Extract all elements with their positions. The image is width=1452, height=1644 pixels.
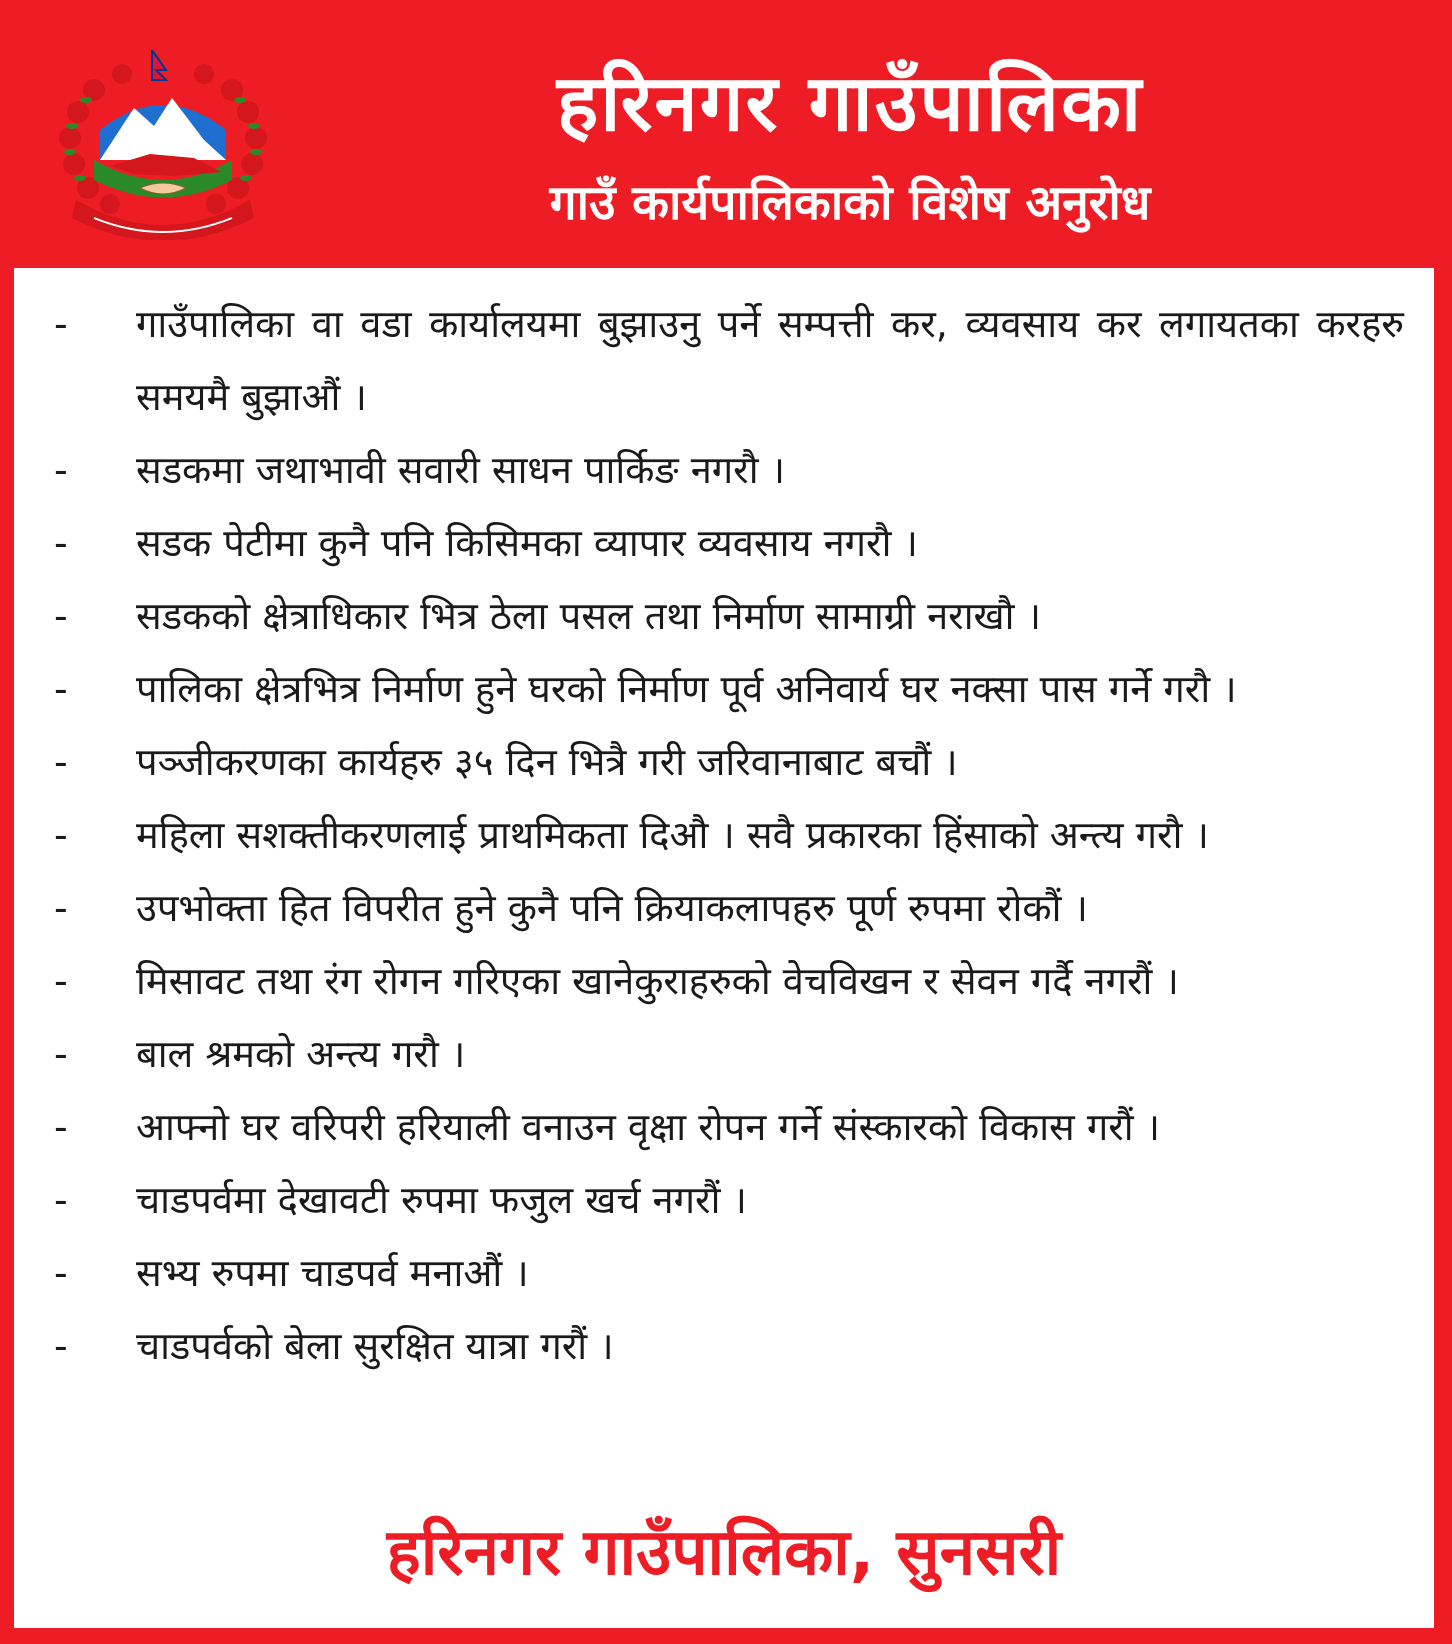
list-item (54, 872, 1404, 945)
list-item (54, 799, 1404, 872)
header-banner (0, 0, 1452, 262)
list-item (54, 1091, 1404, 1164)
page-subtitle: गाउँ कार्यपालिकाको विशेष अनुरोध (549, 175, 1151, 231)
list-item (54, 1018, 1404, 1091)
bullet-dash: - (54, 740, 68, 784)
list-item (54, 1237, 1404, 1310)
nepal-government-emblem-icon (54, 50, 272, 240)
list-item (54, 580, 1404, 653)
bullet-dash: - (54, 1032, 68, 1076)
list-item (54, 1310, 1404, 1383)
notice-panel (14, 268, 1434, 1628)
bullet-dash: - (54, 302, 68, 346)
bullet-dash: - (54, 1324, 68, 1368)
list-item (54, 945, 1404, 1018)
list-item (54, 726, 1404, 799)
notice-text: सडकको क्षेत्राधिकार भित्र ठेला पसल तथा निर्माण सामाग्री नराखौ । (136, 594, 1041, 638)
bullet-dash: - (54, 521, 68, 565)
notice-list (54, 288, 1404, 1383)
bullet-dash: - (54, 959, 68, 1003)
notice-text: सभ्य रुपमा चाडपर्व मनाऔं । (136, 1251, 529, 1295)
bullet-dash: - (54, 1178, 68, 1222)
notice-text: मिसावट तथा रंग रोगन गरिएका खानेकुराहरुको वेचविखन र सेवन गर्दै नगरौं । (136, 959, 1179, 1003)
list-item (54, 507, 1404, 580)
notice-text: महिला सशक्तीकरणलाई प्राथमिकता दिऔ । सवै प्रकारका हिंसाको अन्त्य गरौ । (136, 813, 1209, 857)
list-item (54, 434, 1404, 507)
bullet-dash: - (54, 594, 68, 638)
notice-text: उपभोक्ता हित विपरीत हुने कुनै पनि क्रियाकलापहरु पूर्ण रुपमा रोकौं । (136, 886, 1088, 930)
notice-text: गाउँपालिका वा वडा कार्यालयमा बुझाउनु पर्ने सम्पत्ती कर, व्यवसाय कर लगायतका करहरु समयमै बुझाऔं । (136, 302, 1404, 419)
bullet-dash: - (54, 667, 68, 711)
footer-signature: हरिनगर गाउँपालिका, सुनसरी (386, 1516, 1062, 1590)
bullet-dash: - (54, 448, 68, 492)
notice-text: चाडपर्वमा देखावटी रुपमा फजुल खर्च नगरौं । (136, 1178, 747, 1222)
list-item (54, 653, 1404, 726)
list-item (54, 1164, 1404, 1237)
notice-text: चाडपर्वको बेला सुरक्षित यात्रा गरौं । (136, 1324, 614, 1368)
bullet-dash: - (54, 813, 68, 857)
bullet-dash: - (54, 1251, 68, 1295)
bullet-dash: - (54, 886, 68, 930)
notice-text: बाल श्रमको अन्त्य गरौ । (136, 1032, 466, 1076)
notice-text: सडक पेटीमा कुनै पनि किसिमका व्यापार व्यवसाय नगरौ । (136, 521, 918, 565)
notice-text: आफ्नो घर वरिपरी हरियाली वनाउन वृक्षा रोपन गर्ने संस्कारको विकास गरौं । (136, 1105, 1161, 1149)
page-title: हरिनगर गाउँपालिका (556, 59, 1144, 149)
bullet-dash: - (54, 1105, 68, 1149)
list-item (54, 288, 1404, 434)
notice-text: सडकमा जथाभावी सवारी साधन पार्किङ नगरौ । (136, 448, 786, 492)
notice-text: पञ्जीकरणका कार्यहरु ३५ दिन भित्रै गरी जरिवानाबाट बचौं । (136, 740, 958, 784)
notice-text: पालिका क्षेत्रभित्र निर्माण हुने घरको निर्माण पूर्व अनिवार्य घर नक्सा पास गर्ने गरौ । (136, 667, 1237, 711)
